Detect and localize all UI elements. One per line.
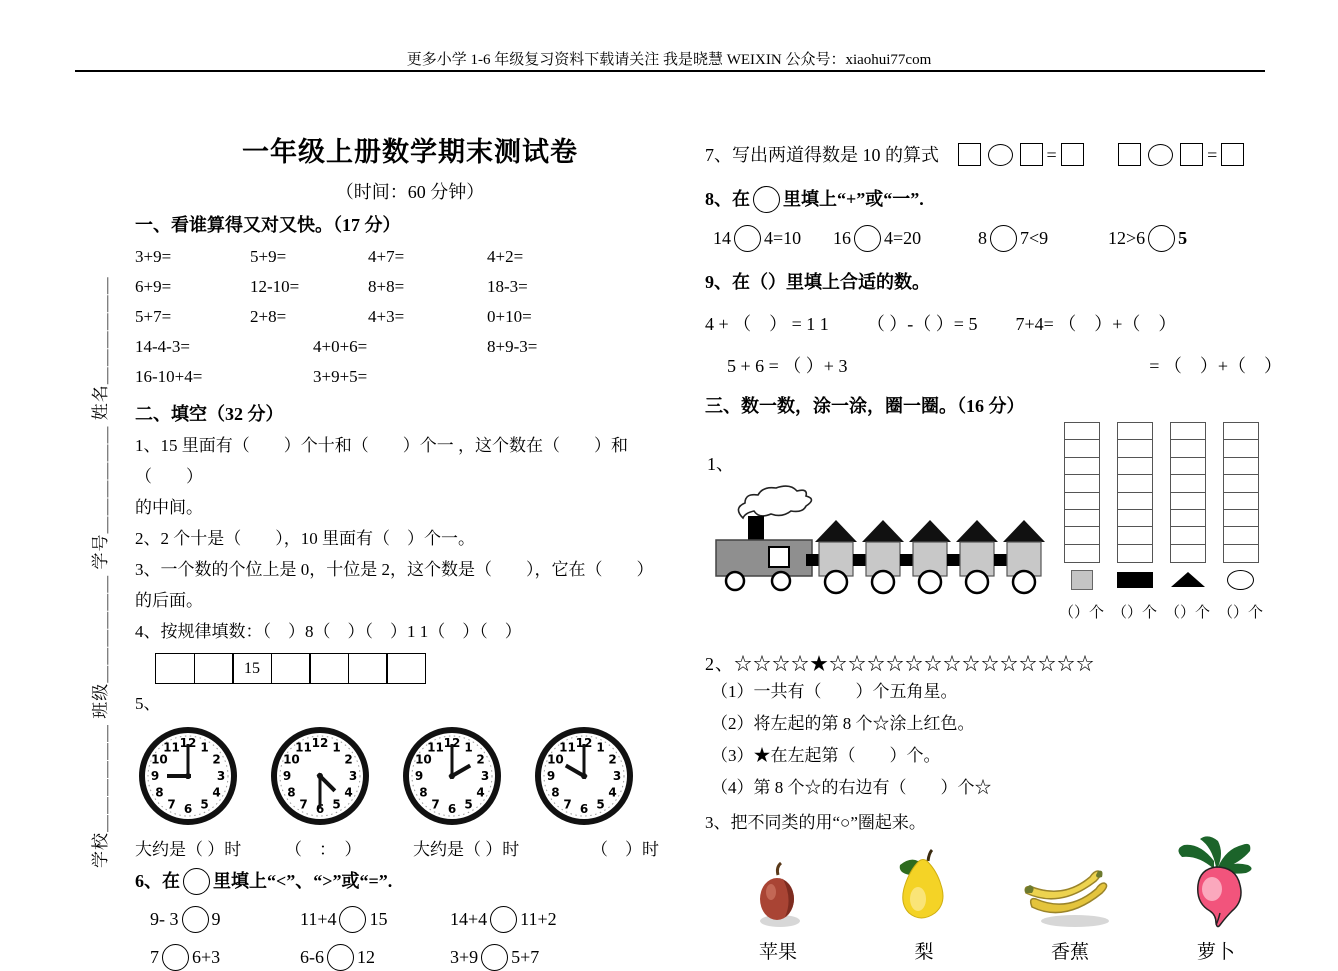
- fruit-label: 梨: [914, 942, 934, 963]
- svg-text:3: 3: [480, 769, 490, 783]
- svg-text:6: 6: [315, 802, 325, 816]
- q9-row2-left: 5 + 6 = （ ）+ 3: [727, 356, 848, 376]
- tally-cell: [1064, 544, 1100, 563]
- fill-q4: 4、按规律填数：（ ）8（ ）（ ）1 1（ ）（ ）: [135, 622, 522, 641]
- tally-cell: [1117, 509, 1153, 528]
- clock-face: [533, 725, 635, 827]
- tally-cell: [1064, 526, 1100, 545]
- clock-face: [401, 725, 503, 827]
- compare-pre: 7: [150, 947, 159, 967]
- answer-circle: [1148, 225, 1175, 252]
- svg-text:9: 9: [282, 769, 292, 783]
- fruit-label: 香蕉: [1050, 942, 1089, 963]
- q6-heading-post: 里填上“<”、“>”或“=”.: [213, 871, 393, 891]
- compare-pre: 11+4: [300, 909, 337, 929]
- svg-text:8: 8: [155, 785, 164, 800]
- op-post: 5: [1178, 228, 1188, 248]
- pattern-box: [386, 653, 426, 684]
- svg-text:4: 4: [476, 785, 485, 800]
- q7-equation-shapes-2: [1114, 145, 1248, 165]
- clock-time-label: （ ）时: [591, 840, 659, 859]
- fruit-apple: [705, 839, 851, 964]
- svg-text:4: 4: [212, 785, 221, 800]
- answer-circle: [490, 906, 517, 933]
- tally-cell: [1223, 509, 1259, 528]
- pattern-box: [155, 653, 195, 684]
- comparison-problems: [135, 906, 685, 971]
- math-problem: 18-3=: [487, 277, 528, 296]
- student-info-fields: 学校＿＿＿＿＿＿ 班级＿＿＿＿＿＿ 学号＿＿＿＿＿＿ 姓名＿＿＿＿＿＿: [91, 276, 110, 868]
- svg-text:12: 12: [575, 736, 593, 750]
- fill-number-problem: （ ）-（ ）= 5: [866, 314, 978, 334]
- spacer: [847, 352, 1149, 378]
- comparison-problem: [150, 944, 300, 971]
- fill-number-problem: 7+4= （ ）+（ ）: [1015, 314, 1177, 334]
- svg-text:10: 10: [415, 752, 432, 767]
- pear-image: [892, 839, 956, 931]
- svg-text:1: 1: [332, 740, 341, 755]
- comparison-problem: [300, 944, 450, 971]
- fill-q2: 2、2 个十是（ ），10 里面有（ ）个一。: [135, 529, 475, 548]
- stars-subquestion: （1）一共有（ ）个五角星。: [711, 682, 958, 701]
- math-problem: 14-4-3=: [135, 337, 190, 356]
- svg-text:7: 7: [167, 797, 176, 812]
- clocks-row: [137, 725, 685, 827]
- tally-cell: [1223, 492, 1259, 511]
- gray-square-icon: [1071, 570, 1093, 590]
- operator-circle: [988, 144, 1013, 166]
- tally-cell: [1223, 526, 1259, 545]
- fill-q3-line1: 3、一个数的个位上是 0，十位是 2，这个数是（ ），它在（ ）: [135, 560, 654, 579]
- answer-circle: [481, 944, 508, 971]
- blank-square: [1180, 143, 1203, 166]
- stars-subquestions: [705, 676, 1310, 804]
- op-post: 7<9: [1020, 228, 1049, 248]
- svg-text:12: 12: [311, 736, 329, 750]
- number-pattern-boxes: [155, 653, 685, 684]
- count-blank-label: （）个: [1112, 604, 1158, 621]
- blank-square: [1061, 143, 1084, 166]
- tally-cell: [1064, 509, 1100, 528]
- svg-text:6: 6: [183, 802, 193, 816]
- equals-sign: =: [1207, 145, 1218, 165]
- q9-heading: 9、在（）里填上合适的数。: [705, 272, 930, 292]
- q8-heading-post: 里填上“+”或“一”.: [783, 189, 924, 209]
- compare-post: 5+7: [511, 947, 540, 967]
- tally-cell: [1223, 457, 1259, 476]
- math-problem: 4+7=: [368, 247, 405, 266]
- math-problem: 8+9-3=: [487, 337, 538, 356]
- clock-face: [137, 725, 239, 827]
- page-header-note: 更多小学 1-6 年级复习资料下载请关注 我是晓慧 WEIXIN 公众号：xiaohui77com: [406, 52, 932, 68]
- tally-cell: [1170, 492, 1206, 511]
- radish-image: [1170, 839, 1262, 931]
- fill-q6-heading: [135, 867, 685, 895]
- tally-cell: [1170, 526, 1206, 545]
- math-problem: 4+0+6=: [313, 337, 368, 356]
- q6-heading-pre: 6、在: [135, 871, 180, 891]
- operator-problem: [978, 225, 1108, 252]
- op-pre: 8: [978, 228, 987, 248]
- svg-text:9: 9: [150, 769, 160, 783]
- legend-symbol-wrap: [1071, 568, 1093, 592]
- black-triangle-icon: [1171, 572, 1205, 587]
- svg-text:5: 5: [200, 797, 209, 812]
- svg-text:5: 5: [332, 797, 341, 812]
- fruit-banana: [997, 839, 1143, 964]
- circle-the-different-heading: 3、把不同类的用“○”圈起来。: [705, 813, 926, 832]
- q9-row1: [705, 310, 1310, 336]
- q7-line: [705, 140, 1310, 171]
- answer-circle: [327, 944, 354, 971]
- tally-cell: [1223, 422, 1259, 441]
- op-pre: 12>6: [1108, 228, 1146, 248]
- blank-square: [1118, 143, 1141, 166]
- math-problem: 4+3=: [368, 307, 405, 326]
- comparison-row: [135, 944, 685, 971]
- blank-square: [958, 143, 981, 166]
- svg-text:6: 6: [447, 802, 457, 816]
- q9-row2-right: = （ ）+（ ）: [1149, 356, 1282, 376]
- comparison-problem: [450, 944, 685, 971]
- tally-chart: [1059, 422, 1264, 622]
- section2-heading: 二、填空（32 分）: [135, 404, 284, 424]
- answer-circle: [162, 944, 189, 971]
- blank-square: [1020, 143, 1043, 166]
- legend-symbol-wrap: [1117, 568, 1153, 592]
- comparison-problem: [150, 906, 300, 933]
- math-problem: 5+9=: [250, 247, 287, 266]
- compare-pre: 9- 3: [150, 909, 179, 929]
- compare-post: 6+3: [192, 947, 221, 967]
- right-column: [705, 140, 1310, 964]
- tally-cell: [1223, 474, 1259, 493]
- svg-text:2: 2: [344, 752, 353, 767]
- clock-time-label: （ ： ）: [285, 840, 362, 859]
- tally-cell: [1170, 509, 1206, 528]
- svg-text:10: 10: [547, 752, 564, 767]
- svg-text:2: 2: [608, 752, 617, 767]
- svg-text:11: 11: [163, 740, 180, 755]
- pattern-box: [271, 653, 311, 684]
- clock-time-label: 大约是（ ）时: [413, 840, 520, 859]
- answer-circle: [183, 868, 210, 895]
- svg-text:5: 5: [464, 797, 473, 812]
- svg-text:12: 12: [179, 736, 197, 750]
- svg-text:7: 7: [431, 797, 440, 812]
- tally-column: [1059, 422, 1105, 622]
- svg-text:7: 7: [299, 797, 308, 812]
- white-circle-icon: [1227, 570, 1254, 590]
- svg-text:4: 4: [608, 785, 617, 800]
- tally-cell: [1170, 439, 1206, 458]
- comparison-problem: [450, 906, 685, 933]
- svg-text:8: 8: [551, 785, 560, 800]
- tally-cell: [1117, 457, 1153, 476]
- tally-cell: [1117, 422, 1153, 441]
- op-post: 4=10: [764, 228, 802, 248]
- fruit-pear: [851, 839, 997, 964]
- clock-face: [269, 725, 371, 827]
- tally-cell: [1117, 439, 1153, 458]
- tally-cell: [1064, 492, 1100, 511]
- op-post: 4=20: [884, 228, 922, 248]
- legend-symbol-wrap: [1227, 568, 1254, 592]
- svg-text:9: 9: [546, 769, 556, 783]
- calc-row: [135, 332, 685, 362]
- math-problem: 16-10+4=: [135, 367, 203, 386]
- tally-cell: [1170, 457, 1206, 476]
- count-blank-label: （）个: [1059, 604, 1105, 621]
- tally-column: [1112, 422, 1158, 622]
- blank-square: [1221, 143, 1244, 166]
- answer-circle: [753, 186, 780, 213]
- tally-cell: [1064, 474, 1100, 493]
- math-problem: 8+8=: [368, 277, 405, 296]
- operator-problem: [833, 225, 978, 252]
- answer-circle: [734, 225, 761, 252]
- tally-cell: [1117, 492, 1153, 511]
- operator-circle: [1148, 144, 1173, 166]
- answer-circle: [854, 225, 881, 252]
- black-rectangle-icon: [1117, 572, 1153, 588]
- math-problem: 3+9=: [135, 247, 172, 266]
- calc-row: [135, 242, 685, 272]
- calc-row: [135, 362, 685, 392]
- q7-equation-shapes-1: [954, 145, 1088, 165]
- time-limit: （时间：60 分钟）: [335, 182, 485, 202]
- q7-heading: 7、写出两道得数是 10 的算式: [705, 145, 939, 165]
- math-problem: 0+10=: [487, 307, 532, 326]
- plus-minus-problems: [705, 225, 1310, 252]
- pattern-box: [348, 653, 388, 684]
- tally-cell: [1117, 544, 1153, 563]
- svg-text:1: 1: [596, 740, 605, 755]
- fill-number-problem: 4 + （ ） = 1 1: [705, 314, 829, 334]
- compare-post: 15: [369, 909, 388, 929]
- legend-symbol-wrap: [1171, 568, 1205, 592]
- svg-text:3: 3: [216, 769, 226, 783]
- count-q1-label: 1、: [707, 454, 734, 474]
- svg-text:11: 11: [295, 740, 312, 755]
- compare-pre: 14+4: [450, 909, 488, 929]
- train-illustration: [713, 480, 1055, 598]
- tally-cell: [1170, 544, 1206, 563]
- op-pre: 14: [713, 228, 731, 248]
- svg-text:3: 3: [348, 769, 358, 783]
- apple-image: [746, 839, 810, 931]
- operator-problem: [1108, 225, 1310, 252]
- compare-post: 9: [211, 909, 221, 929]
- answer-circle: [339, 906, 366, 933]
- svg-text:6: 6: [579, 802, 589, 816]
- count-blank-label: （）个: [1218, 604, 1264, 621]
- q9-row2: [705, 352, 1310, 378]
- svg-text:4: 4: [344, 785, 353, 800]
- stars-sequence: 2、☆☆☆☆★☆☆☆☆☆☆☆☆☆☆☆☆☆☆: [705, 654, 1095, 674]
- tally-cell: [1117, 474, 1153, 493]
- equals-sign: =: [1046, 145, 1057, 165]
- tally-cell: [1117, 526, 1153, 545]
- fill-q5-label: 5、: [135, 694, 161, 713]
- math-problem: 4+2=: [487, 247, 524, 266]
- svg-text:2: 2: [212, 752, 221, 767]
- stars-subquestion: （2）将左起的第 8 个☆涂上红色。: [711, 714, 975, 733]
- header-divider: [75, 70, 1265, 72]
- tally-cell: [1064, 439, 1100, 458]
- operator-problem: [713, 225, 833, 252]
- svg-text:3: 3: [612, 769, 622, 783]
- calc-row: [135, 302, 685, 332]
- svg-text:5: 5: [596, 797, 605, 812]
- math-problem: 2+8=: [250, 307, 287, 326]
- comparison-problem: [300, 906, 450, 933]
- fruit-label: 萝卜: [1196, 942, 1235, 963]
- section3-heading: 三、数一数，涂一涂，圈一圈。（16 分）: [705, 396, 1025, 416]
- fruits-row: [705, 839, 1310, 964]
- comparison-row: [135, 906, 685, 933]
- fill-q1-line2: 的中间。: [135, 498, 203, 517]
- answer-circle: [182, 906, 209, 933]
- svg-text:1: 1: [464, 740, 473, 755]
- compare-pre: 3+9: [450, 947, 479, 967]
- fruit-radish: [1143, 839, 1289, 964]
- tally-cell: [1170, 474, 1206, 493]
- svg-text:11: 11: [427, 740, 444, 755]
- pattern-box: [309, 653, 349, 684]
- svg-text:1: 1: [200, 740, 209, 755]
- fill-q3-line2: 的后面。: [135, 591, 203, 610]
- math-problem: 12-10=: [250, 277, 300, 296]
- math-problem: 5+7=: [135, 307, 172, 326]
- q8-heading-pre: 8、在: [705, 189, 750, 209]
- left-column: [135, 130, 685, 971]
- tally-column: [1165, 422, 1211, 622]
- calc-row: [135, 272, 685, 302]
- banana-image: [1020, 839, 1120, 931]
- count-and-color-block: [705, 422, 1310, 640]
- section1-heading: 一、看谁算得又对又快。（17 分）: [135, 215, 401, 235]
- tally-cell: [1170, 422, 1206, 441]
- pattern-box: [194, 653, 234, 684]
- tally-column: [1218, 422, 1264, 622]
- svg-text:10: 10: [151, 752, 168, 767]
- svg-text:8: 8: [419, 785, 428, 800]
- paper-title: 一年级上册数学期末测试卷: [242, 137, 578, 167]
- fill-q1-line1: 1、15 里面有（ ）个十和（ ）个一 ，这个数在（ ）和（ ）: [135, 436, 628, 486]
- fruit-label: 苹果: [758, 942, 797, 963]
- svg-text:12: 12: [443, 736, 461, 750]
- compare-post: 12: [357, 947, 375, 967]
- svg-text:7: 7: [563, 797, 572, 812]
- op-pre: 16: [833, 228, 851, 248]
- clock-answer-labels: [135, 835, 685, 860]
- stars-subquestion: （3）★在左起第（ ）个。: [711, 746, 941, 765]
- q8-heading: [705, 185, 1310, 213]
- svg-text:9: 9: [414, 769, 424, 783]
- pattern-box: 15: [232, 653, 272, 684]
- svg-text:2: 2: [476, 752, 485, 767]
- answer-circle: [990, 225, 1017, 252]
- tally-cell: [1223, 439, 1259, 458]
- clock-time-label: 大约是（ ）时: [135, 840, 242, 859]
- compare-post: 11+2: [520, 909, 557, 929]
- calc-problems: [135, 242, 685, 392]
- tally-cell: [1223, 544, 1259, 563]
- svg-text:11: 11: [559, 740, 576, 755]
- compare-pre: 6-6: [300, 947, 324, 967]
- math-problem: 3+9+5=: [313, 367, 368, 386]
- stars-subquestion: （4）第 8 个☆的右边有（ ）个☆: [711, 778, 992, 797]
- svg-text:8: 8: [287, 785, 296, 800]
- math-problem: 6+9=: [135, 277, 172, 296]
- tally-cell: [1064, 457, 1100, 476]
- count-blank-label: （）个: [1165, 604, 1211, 621]
- tally-cell: [1064, 422, 1100, 441]
- svg-text:10: 10: [283, 752, 300, 767]
